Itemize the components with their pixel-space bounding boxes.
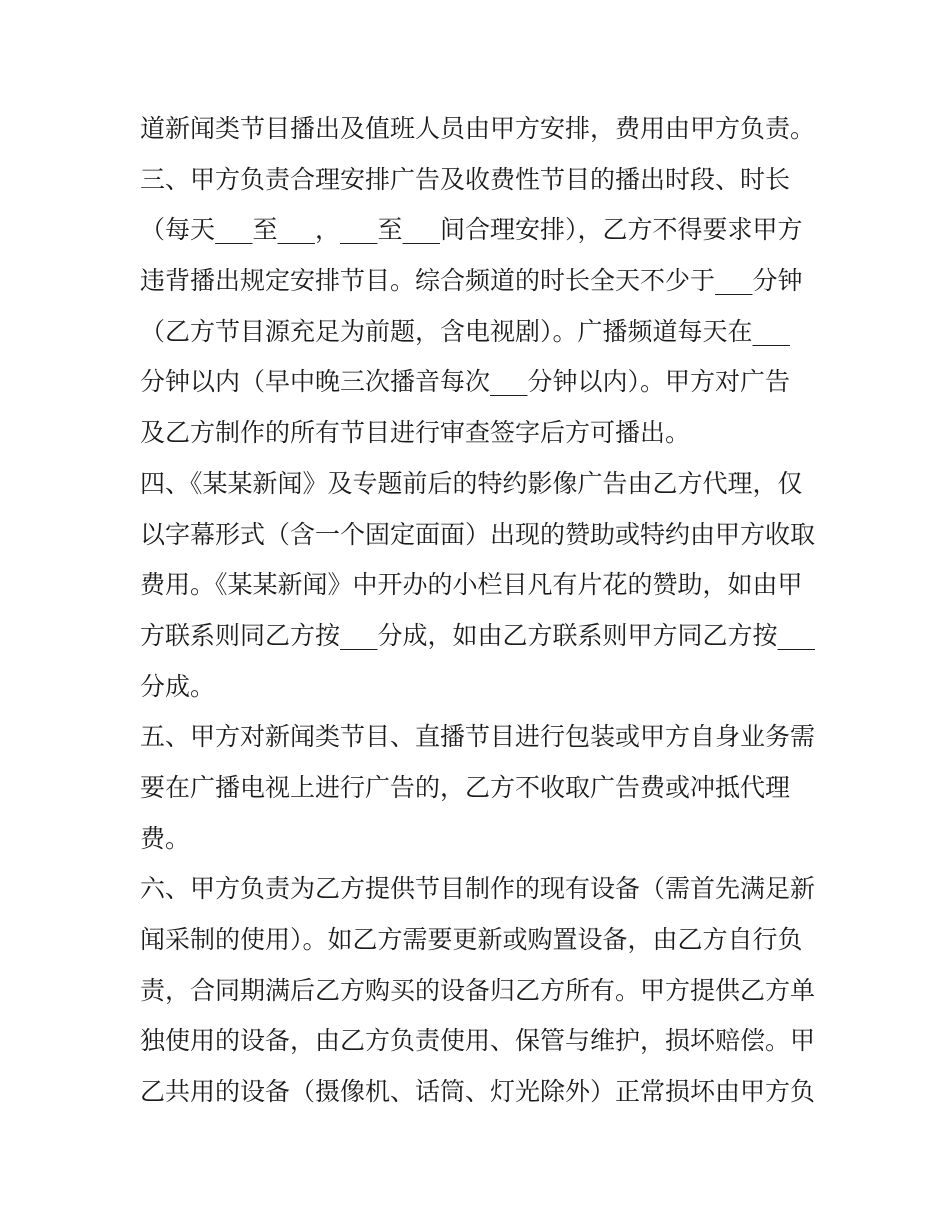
text-line-1: 道新闻类节目播出及值班人员由甲方安排，费用由甲方负责。 bbox=[140, 114, 816, 143]
text-line-18: 责，合同期满后乙方购买的设备归乙方所有。甲方提供乙方单 bbox=[140, 975, 816, 1005]
text-line-11: 方联系则同乙方按___分成，如由乙方联系则甲方同乙方按___ bbox=[140, 620, 816, 650]
text-line-19: 独使用的设备，由乙方负责使用、保管与维护，损坏赔偿。甲 bbox=[140, 1026, 816, 1056]
text-line-6: 分钟以内（早中晚三次播音每次___分钟以内）。甲方对广告 bbox=[140, 367, 791, 397]
text-line-4: 违背播出规定安排节目。综合频道的时长全天不少于___分钟 bbox=[140, 266, 803, 296]
text-line-12: 分成。 bbox=[140, 671, 216, 701]
text-line-10: 费用。《某某新闻》中开办的小栏目凡有片花的赞助，如由甲 bbox=[140, 570, 803, 600]
text-line-2: 三、甲方负责合理安排广告及收费性节目的播出时段、时长 bbox=[140, 164, 791, 194]
text-line-9: 以字幕形式（含一个固定面面）出现的赞助或特约由甲方收取 bbox=[140, 519, 816, 549]
text-line-3: （每天___至___，___至___间合理安排），乙方不得要求甲方 bbox=[140, 215, 803, 245]
text-line-17: 闻采制的使用）。如乙方需要更新或购置设备，由乙方自行负 bbox=[140, 925, 803, 954]
text-line-20: 乙共用的设备（摄像机、话筒、灯光除外）正常损坏由甲方负 bbox=[140, 1077, 816, 1107]
text-line-15: 费。 bbox=[140, 823, 191, 853]
text-line-8: 四、《某某新闻》及专题前后的特约影像广告由乙方代理，仅 bbox=[140, 468, 803, 498]
text-line-13: 五、甲方对新闻类节目、直播节目进行包装或甲方自身业务需 bbox=[140, 722, 816, 752]
text-line-7: 及乙方制作的所有节目进行审查签字后方可播出。 bbox=[140, 418, 691, 448]
contract-text-block bbox=[140, 104, 820, 1118]
text-line-14: 要在广播电视上进行广告的，乙方不收取广告费或冲抵代理 bbox=[140, 772, 791, 802]
text-line-16: 六、甲方负责为乙方提供节目制作的现有设备（需首先满足新 bbox=[140, 874, 816, 904]
text-line-5: （乙方节目源充足为前题，含电视剧）。广播频道每天在___ bbox=[140, 316, 791, 346]
